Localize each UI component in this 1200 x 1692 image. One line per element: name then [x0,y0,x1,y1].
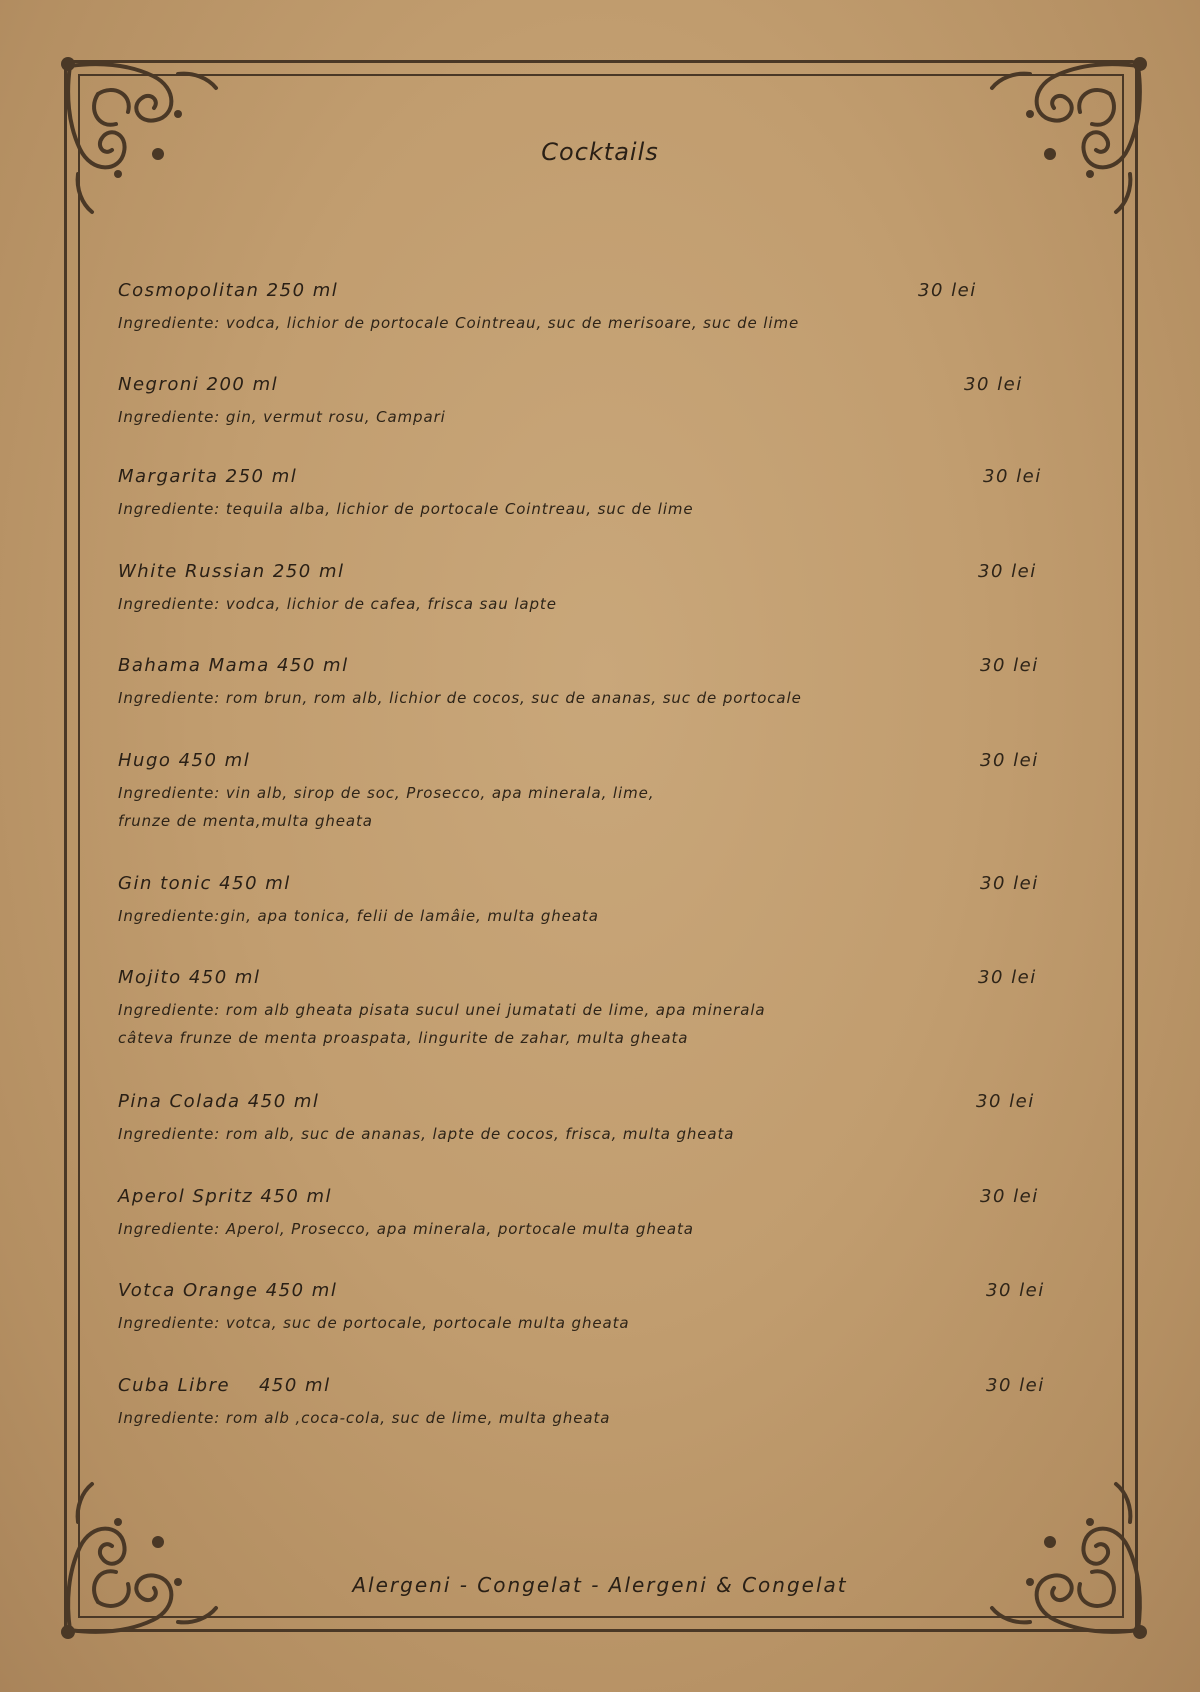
item-price: 30 lei [976,1091,1035,1112]
item-price: 30 lei [980,1186,1039,1207]
menu-item-cuba-libre [118,1374,1078,1432]
menu-item-margarita [118,465,1078,523]
item-ingredients: Ingrediente: votca, suc de portocale, portocale multa gheata [118,1314,630,1332]
item-ingredients-continued: câteva frunze de menta proaspata, lingurite de zahar, multa gheata [118,1029,689,1047]
item-price: 30 lei [980,750,1039,771]
item-ingredients: Ingrediente: vin alb, sirop de soc, Prosecco, apa minerala, lime, [118,784,655,802]
item-price: 30 lei [986,1280,1045,1301]
menu-item-pina-colada [118,1090,1078,1148]
menu-item-aperol-spritz [118,1185,1078,1243]
item-price: 30 lei [980,873,1039,894]
allergen-legend: Alergeni - Congelat - Alergeni & Congelat [352,1573,848,1597]
menu-item-hugo [118,749,1078,835]
item-ingredients: Ingrediente: rom alb ,coca-cola, suc de lime, multa gheata [118,1409,611,1427]
item-price: 30 lei [983,466,1042,487]
item-price: 30 lei [964,374,1023,395]
item-ingredients: Ingrediente: rom brun, rom alb, lichior de cocos, suc de ananas, suc de portocale [118,689,802,707]
flourish-ornament-bottom-left [58,1472,228,1642]
item-name: Aperol Spritz 450 ml [118,1186,333,1207]
item-name: Cosmopolitan 250 ml [118,280,339,301]
item-price: 30 lei [980,655,1039,676]
item-name: Gin tonic 450 ml [118,873,291,894]
item-name: Pina Colada 450 ml [118,1091,320,1112]
item-name: Bahama Mama 450 ml [118,655,349,676]
item-name: Hugo 450 ml [118,750,251,771]
item-price: 30 lei [978,967,1037,988]
item-ingredients: Ingrediente: tequila alba, lichior de portocale Cointreau, suc de lime [118,500,694,518]
item-ingredients: Ingrediente:gin, apa tonica, felii de lamâie, multa gheata [118,907,599,925]
item-name: Votca Orange 450 ml [118,1280,338,1301]
item-ingredients-continued: frunze de menta,multa gheata [118,812,373,830]
menu-item-cosmopolitan [118,279,1078,337]
item-name: Cuba Libre 450 ml [118,1375,331,1396]
menu-item-white-russian [118,560,1078,618]
item-ingredients: Ingrediente: vodca, lichior de portocale Cointreau, suc de merisoare, suc de lime [118,314,800,332]
item-ingredients: Ingrediente: rom alb, suc de ananas, lapte de cocos, frisca, multa gheata [118,1125,735,1143]
page-title: Cocktails [541,138,659,166]
menu-item-negroni [118,373,1078,431]
item-ingredients: Ingrediente: rom alb gheata pisata sucul unei jumatati de lime, apa minerala [118,1001,766,1019]
menu-item-gin-tonic [118,872,1078,930]
item-name: Margarita 250 ml [118,466,298,487]
menu-item-bahama-mama [118,654,1078,712]
item-price: 30 lei [986,1375,1045,1396]
item-price: 30 lei [978,561,1037,582]
item-price: 30 lei [918,280,977,301]
item-ingredients: Ingrediente: vodca, lichior de cafea, frisca sau lapte [118,595,557,613]
item-ingredients: Ingrediente: gin, vermut rosu, Campari [118,408,446,426]
item-name: Mojito 450 ml [118,967,261,988]
flourish-ornament-bottom-right [980,1472,1150,1642]
item-ingredients: Ingrediente: Aperol, Prosecco, apa minerala, portocale multa gheata [118,1220,694,1238]
menu-item-votca-orange [118,1279,1078,1337]
menu-item-mojito [118,966,1078,1052]
item-name: White Russian 250 ml [118,561,345,582]
item-name: Negroni 200 ml [118,374,279,395]
